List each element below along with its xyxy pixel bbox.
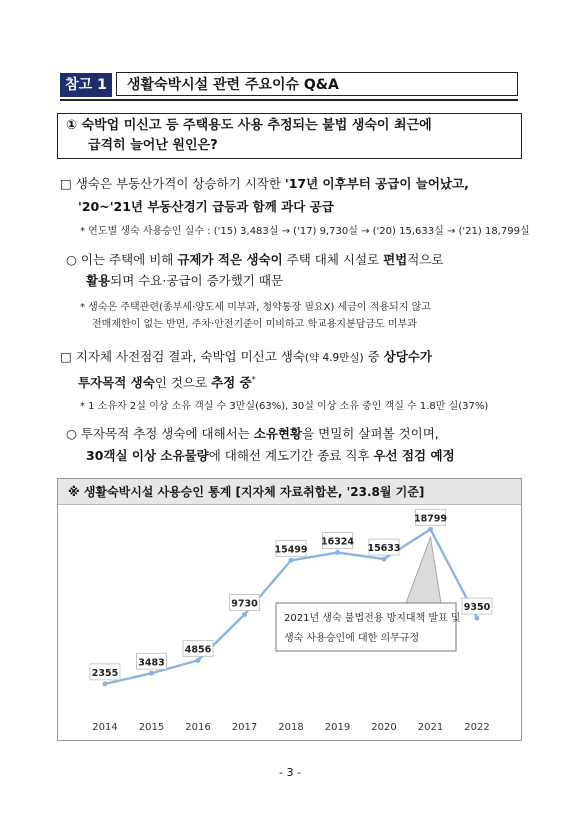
- para2-text-f: 활용: [86, 273, 111, 288]
- annotation-pointer: [406, 537, 441, 603]
- data-label: 15499: [274, 544, 308, 556]
- data-point: [149, 671, 154, 676]
- para2-line2: [86, 272, 283, 290]
- x-tick-label: 2016: [185, 722, 211, 733]
- x-tick-label: 2018: [278, 722, 304, 733]
- question-line-1: ① 숙박업 미신고 등 주택용도 사용 추정되는 불법 생숙이 최근에: [66, 118, 432, 133]
- data-label: 16324: [320, 536, 355, 548]
- data-point: [289, 558, 294, 563]
- page-title: 생활숙박시설 관련 주요이슈 Q&A: [116, 72, 518, 96]
- para2-text-c: 주택 대체 시설로: [282, 252, 384, 267]
- data-label: 4856: [184, 644, 212, 656]
- x-tick-label: 2017: [231, 722, 258, 733]
- x-tick-label: 2015: [138, 722, 165, 733]
- para2-text-b: 규제가 적은 생숙이: [177, 252, 283, 267]
- para3-footnote-mark: *: [251, 375, 256, 384]
- chart-title: ※ 생활숙박시설 사용승인 통계 [지자체 자료취합본, '23.8월 기준]: [58, 479, 521, 505]
- para4-text-a: 투자목적 추정 생숙에 대해서는: [80, 426, 254, 441]
- para1-text-c: '20~'21년 부동산경기 급등과 함께 과다 공급: [78, 199, 334, 214]
- question-box: [57, 113, 522, 159]
- para3-text-g: 추정 중: [211, 375, 252, 391]
- para3-text-c: 중: [363, 349, 384, 364]
- data-point: [196, 658, 201, 663]
- x-tick-label: 2020: [371, 722, 397, 733]
- para1-note: * 연도별 생숙 사용승인 실수 : ('15) 3,483실 → ('17) 9,730실 → ('20) 15,633실 → ('21) 18,799실: [80, 226, 530, 237]
- para4-text-f: 우선 점검 예정: [373, 448, 455, 463]
- para3-text-e: 투자목적 생숙: [78, 375, 155, 391]
- para3-note: * 1 소유자 2실 이상 소유 객실 수 3만실(63%), 30실 이상 소유 중인 객실 수 1.8만 실(37%): [80, 401, 489, 412]
- data-point: [475, 616, 480, 621]
- para1-line2: [78, 198, 334, 216]
- circle-bullet: ○: [66, 252, 77, 267]
- data-point: [382, 557, 387, 562]
- para1-text-a: 생숙은 부동산가격이 상승하기 시작한: [75, 176, 285, 191]
- para2-note-1: * 생숙은 주택관련(종부세·양도세 미부과, 청약통장 필요X) 세금이 적용되지 않고: [80, 302, 431, 313]
- para3-line1: [60, 348, 432, 367]
- title-divider: [60, 99, 518, 101]
- para2-text-g: 되며 수요·공급이 증가했기 때문: [110, 273, 284, 288]
- para4-line2: [86, 447, 455, 465]
- para2-text-a: 이는 주택에 비해: [80, 252, 178, 267]
- data-point: [335, 550, 340, 555]
- para2-text-d: 편법: [383, 252, 408, 267]
- page-number: - 3 -: [279, 766, 301, 779]
- para4-text-c: 을 면밀히 살펴볼 것이며,: [302, 426, 439, 441]
- para3-line2: [78, 371, 256, 392]
- circle-bullet: ○: [66, 426, 77, 441]
- para4-text-e: 에 대해선 계도기간 종료 직후: [208, 448, 374, 463]
- data-label: 15633: [367, 543, 401, 555]
- square-bullet: □: [60, 349, 72, 364]
- para3-text-d: 상당수가: [383, 349, 432, 364]
- para2-line1: [66, 251, 443, 269]
- data-label: 9350: [463, 602, 491, 614]
- para4-line1: [66, 425, 439, 443]
- data-label: 9730: [231, 598, 258, 610]
- x-tick-label: 2022: [464, 722, 490, 733]
- data-point: [242, 612, 247, 617]
- data-point: [428, 527, 433, 532]
- chart-container: [57, 478, 522, 741]
- para1-text-b: '17년 이후부터 공급이 늘어났고,: [284, 176, 469, 191]
- para1-line1: [60, 175, 469, 193]
- square-bullet: □: [60, 176, 72, 191]
- line-chart: [58, 506, 521, 741]
- x-tick-label: 2014: [92, 722, 118, 733]
- data-point: [103, 681, 108, 686]
- reference-badge: 참고 1: [60, 73, 112, 97]
- annotation-text: 생숙 사용승인에 대한 의무규정: [284, 633, 420, 644]
- para4-text-d: 30객실 이상 소유물량: [86, 448, 209, 463]
- para2-text-e: 적으로: [407, 252, 444, 267]
- annotation-text: 2021년 생숙 불법전용 방지대책 발표 및: [284, 613, 461, 624]
- x-tick-label: 2021: [417, 722, 444, 733]
- para3-text-b: (약 4.9만실): [304, 352, 364, 364]
- para3-text-f: 인 것으로: [154, 375, 212, 391]
- para2-note-2: 전매제한이 없는 반면, 주차·안전기준이 미비하고 학교용지분담금도 미부과: [92, 319, 417, 330]
- data-label: 3483: [138, 657, 165, 669]
- question-line-2: 급격히 늘어난 원인은?: [88, 138, 218, 153]
- x-tick-label: 2019: [324, 722, 351, 733]
- para3-text-a: 지자체 사전점검 결과, 숙박업 미신고 생숙: [75, 349, 305, 364]
- data-label: 2355: [91, 667, 119, 679]
- data-label: 18799: [413, 513, 448, 525]
- para4-text-b: 소유현황: [253, 426, 303, 441]
